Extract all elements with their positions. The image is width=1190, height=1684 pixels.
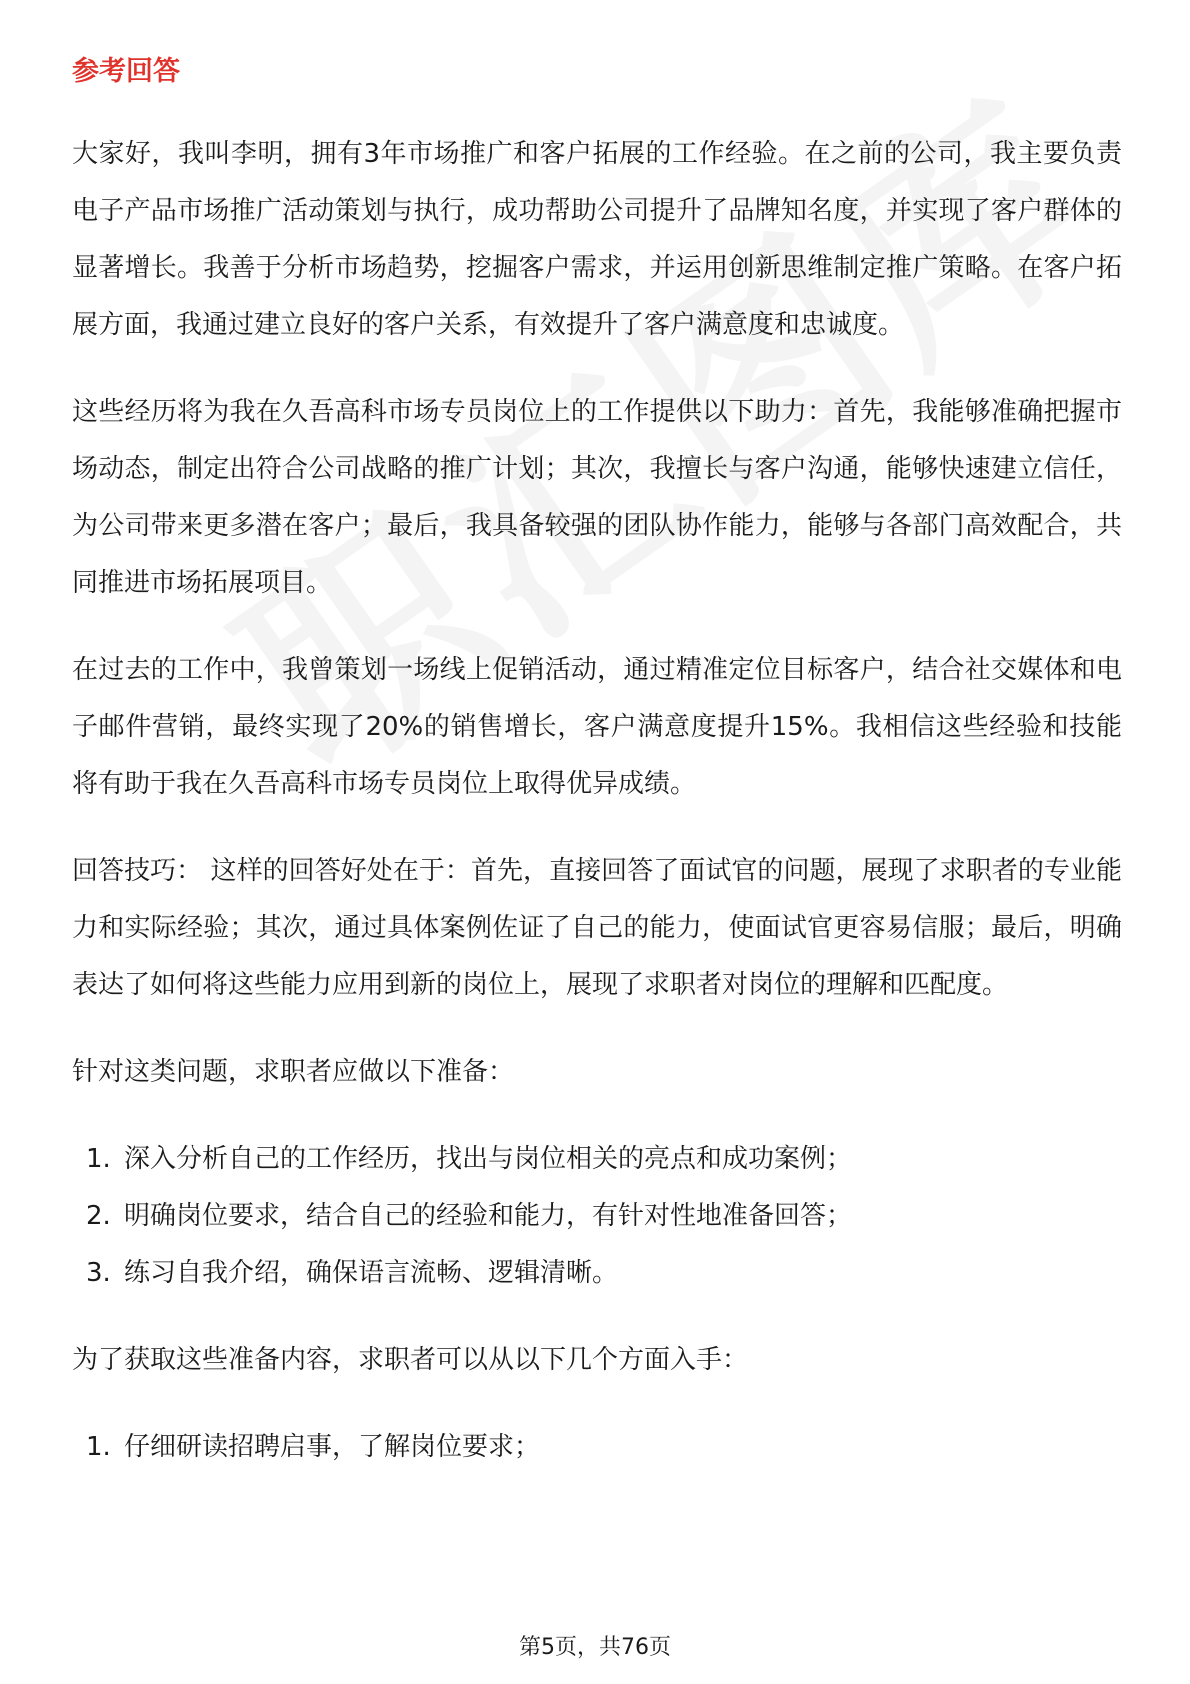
paragraph-prep-intro: 针对这类问题，求职者应做以下准备：	[72, 1057, 515, 1087]
paragraph-case: 在过去的工作中，我曾策划一场线上促销活动，通过精准定位目标客户，结合社交媒体和电子邮件营销，最终实现了20%的销售增长，客户满意度提升15%。我相信这些经验和技能将有助于我在久吾高科市场专员岗位上取得优异成绩。	[72, 655, 1122, 799]
list-item: 1. 仔细研读招聘启事，了解岗位要求；	[86, 1432, 541, 1462]
paragraph-intro: 大家好，我叫李明，拥有3年市场推广和客户拓展的工作经验。在之前的公司，我主要负责电子产品市场推广活动策划与执行，成功帮助公司提升了品牌知名度，并实现了客户群体的显著增长。我善于分析市场趋势，挖掘客户需求，并运用创新思维制定推广策略。在客户拓展方面，我通过建立良好的客户关系，有效提升了客户满意度和忠诚度。	[72, 139, 1122, 340]
section-heading: 参考回答	[72, 56, 180, 87]
paragraph-contribution: 这些经历将为我在久吾高科市场专员岗位上的工作提供以下助力：首先，我能够准确把握市场动态，制定出符合公司战略的推广计划；其次，我擅长与客户沟通，能够快速建立信任，为公司带来更多潜在客户；最后，我具备较强的团队协作能力，能够与各部门高效配合，共同推进市场拓展项目。	[72, 397, 1122, 598]
paragraph-tips: 回答技巧： 这样的回答好处在于：首先，直接回答了面试官的问题，展现了求职者的专业能力和实际经验；其次，通过具体案例佐证了自己的能力，使面试官更容易信服；最后，明确表达了如何将这些能力应用到新的岗位上，展现了求职者对岗位的理解和匹配度。	[72, 856, 1122, 1000]
page-number: 第5页，共76页	[519, 1635, 671, 1660]
list-item: 3. 练习自我介绍，确保语言流畅、逻辑清晰。	[86, 1258, 619, 1288]
document-body	[72, 48, 1122, 1506]
source-list	[72, 1419, 1122, 1476]
paragraph-sources-intro: 为了获取这些准备内容，求职者可以从以下几个方面入手：	[72, 1345, 749, 1375]
prep-list	[72, 1131, 1122, 1302]
list-item: 2. 明确岗位要求，结合自己的经验和能力，有针对性地准备回答；	[86, 1201, 853, 1231]
list-item: 1. 深入分析自己的工作经历，找出与岗位相关的亮点和成功案例；	[86, 1144, 853, 1174]
